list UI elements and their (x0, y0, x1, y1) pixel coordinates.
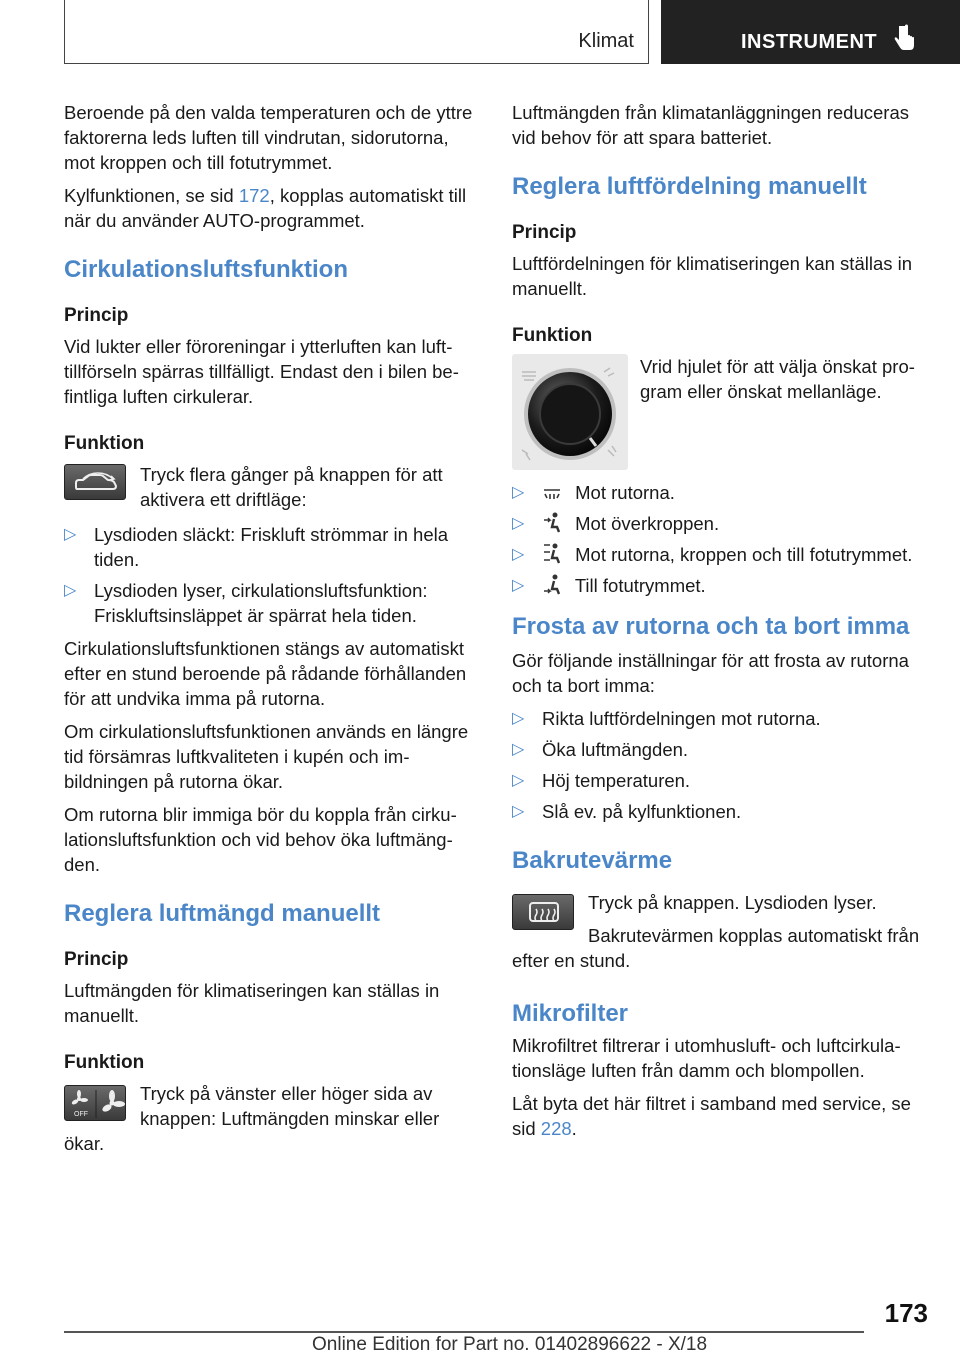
list-item: ▷ Mot rutorna. (512, 482, 675, 503)
subheading-princip: Princip (64, 949, 129, 970)
all-zones-person-icon (542, 542, 562, 564)
page-number: 173 (884, 1298, 928, 1328)
left-column (64, 100, 482, 1156)
heading-air-distribution: Reglera luftfördelning manuellt (512, 173, 867, 200)
windshield-icon (542, 486, 562, 502)
recirculation-button-image (64, 464, 126, 500)
bullet-triangle-icon: ▷ (512, 515, 525, 532)
microfilter-paragraph: Mikrofiltret filtrerar i utomhusluft- och luftcirkulationsläge luften från damm och blompollen. (512, 1035, 901, 1081)
cooling-paragraph: Kylfunktionen, se sid 172, kopplas automatiskt till när du använder AUTO-programmet. (64, 185, 467, 231)
heading-air-amount: Reglera luftmängd manuellt (64, 900, 381, 927)
heading-microfilter: Mikrofilter (512, 1000, 629, 1027)
subheading-funktion: Funktion (64, 433, 145, 454)
defrost-steps-list (512, 706, 930, 824)
rear-defrost-button-image (512, 894, 574, 930)
circulation-auto-off-paragraph: Cirkulationsluftsfunktionen stängs av automatiskt efter en stund beroende på rådande förhållanden för att undvika imma på rutorna. (64, 638, 467, 709)
list-item: ▷ Lysdioden släckt: Friskluft strömmar in hela tiden. (64, 524, 449, 570)
circulation-long-use-paragraph: Om cirkulationsluftsfunktionen används en längre tid försämras luftkvaliteten i kupén och imbildningen på rutorna ökar. (64, 721, 469, 792)
circulation-fog-paragraph: Om rutorna blir immiga bör du koppla från cirkulationsluftsfunktion och vid behov öka luftmängden. (64, 804, 457, 875)
air-amount-button-text: Tryck på vänster eller höger sida av knappen: Luftmängden minskar eller ökar. (64, 1083, 440, 1154)
list-item: ▷ Till fotutrymmet. (512, 575, 706, 596)
dial-instruction-text: Vrid hjulet för att välja önskat program eller önskat mellanläge. (640, 356, 915, 402)
bullet-triangle-icon: ▷ (512, 741, 525, 758)
distribution-dial-image (512, 354, 628, 470)
list-item: ▷ Rikta luftfördelningen mot rutorna. (512, 708, 821, 729)
subheading-princip: Princip (64, 305, 129, 326)
circulation-principle-text: Vid lukter eller föroreningar i ytterluften kan lufttillförseln spärras tillfälligt. Endast den i bilen befintliga luften cirkulerar. (64, 336, 459, 407)
air-amount-button-block (64, 1081, 482, 1156)
rear-heating-text-2: Bakrutevärmen kopplas automatiskt från efter en stund. (512, 925, 920, 971)
distribution-mode-list (512, 480, 930, 598)
list-item: ▷ Slå ev. på kylfunktionen. (512, 801, 742, 822)
bullet-triangle-icon: ▷ (512, 772, 525, 789)
bullet-triangle-icon: ▷ (512, 546, 525, 563)
page-link-172[interactable]: 172 (238, 185, 270, 206)
bullet-triangle-icon: ▷ (512, 710, 525, 727)
rotary-dial-icon (512, 354, 628, 470)
circulation-mode-list (64, 522, 482, 628)
bullet-triangle-icon: ▷ (64, 526, 77, 543)
bullet-triangle-icon: ▷ (512, 484, 525, 501)
footer-divider (64, 1331, 864, 1333)
bullet-triangle-icon: ▷ (64, 582, 77, 599)
fan-speed-icon (65, 1086, 127, 1122)
header-chapter-title: INSTRUMENT (741, 31, 878, 53)
distribution-principle-text: Luftfördelningen för klimatiseringen kan ställas in manuellt. (512, 253, 913, 299)
heading-circulation: Cirkulationsluftsfunktion (64, 256, 348, 283)
heading-defrost: Frosta av rutorna och ta bort imma (512, 613, 910, 640)
footwell-person-icon (542, 573, 562, 595)
dial-row (512, 354, 930, 470)
defrost-intro-text: Gör följande inställningar för att frosta av rutorna och ta bort imma: (512, 650, 909, 696)
upper-body-person-icon (542, 511, 562, 533)
subheading-funktion: Funktion (64, 1052, 145, 1073)
header-section-box (64, 0, 649, 64)
subheading-princip: Princip (512, 222, 577, 243)
header-chapter-tab (661, 0, 960, 64)
fan-button-image (64, 1085, 126, 1121)
rear-heating-text-1: Tryck på knappen. Lysdioden lyser. (588, 892, 877, 913)
bullet-triangle-icon: ▷ (512, 577, 525, 594)
list-item: ▷ Mot överkroppen. (512, 513, 720, 534)
bullet-triangle-icon: ▷ (512, 803, 525, 820)
header-section-title: Klimat (578, 30, 634, 52)
circulation-button-text: Tryck flera gånger på knappen för att aktivera ett driftläge: (140, 464, 443, 510)
circulation-button-row (64, 462, 482, 512)
list-item: ▷ Höj temperaturen. (512, 770, 691, 791)
air-amount-principle-text: Luftmängden för klimatiseringen kan ställas in manuellt. (64, 980, 440, 1026)
microfilter-service-paragraph: Låt byta det här filtret i samband med service, se sid 228. (512, 1093, 911, 1139)
list-item: ▷ Mot rutorna, kroppen och till fotutrymmet. (512, 544, 913, 565)
footer-edition-text: Online Edition for Part no. 01402896622 - X/18 (312, 1334, 708, 1355)
page-link-228[interactable]: 228 (540, 1118, 572, 1139)
subheading-funktion: Funktion (512, 325, 593, 346)
right-column (512, 100, 930, 1149)
rear-heating-block (512, 890, 930, 973)
hand-pointer-icon (894, 24, 916, 52)
battery-paragraph: Luftmängden från klimatanläggningen reduceras vid behov för att spara batteriet. (512, 102, 909, 148)
list-item: ▷ Öka luftmängden. (512, 739, 689, 760)
car-recirculation-icon (65, 465, 127, 501)
heading-rear-window-heating: Bakrutevärme (512, 847, 673, 874)
rear-defrost-icon (513, 895, 575, 931)
off-label: OFF (74, 1111, 88, 1118)
intro-paragraph: Beroende på den valda temperaturen och de yttre faktorerna leds luften till vindrutan, sidorutorna, mot kroppen och till fotutrymmet. (64, 102, 473, 173)
list-item: ▷ Lysdioden lyser, cirkulationsluftsfunktion: Friskluftsinsläppet är spärrat hela tiden. (64, 580, 428, 626)
